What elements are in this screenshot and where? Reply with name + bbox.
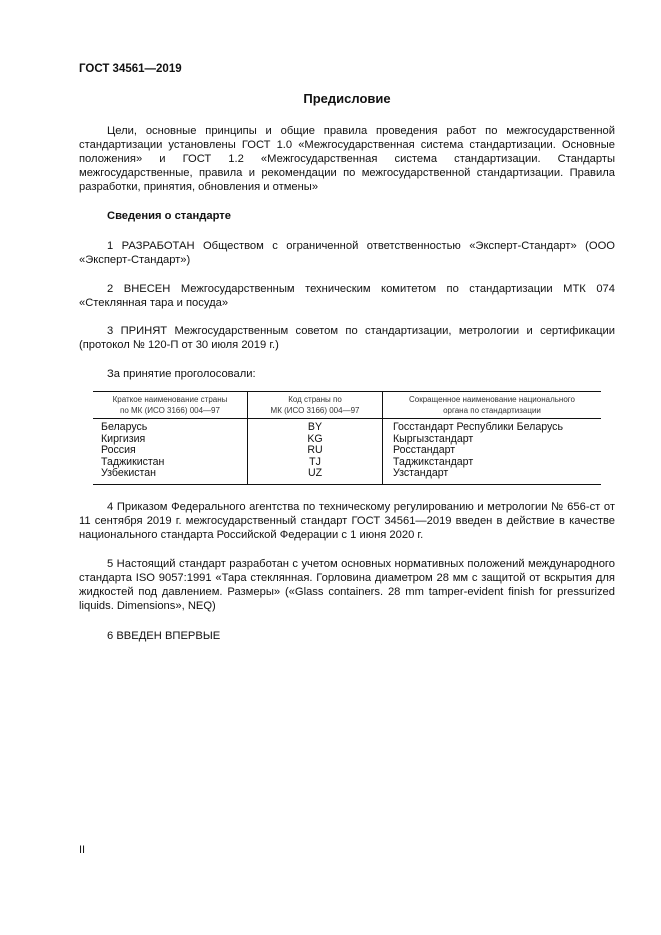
item-4-text: 4 Приказом Федерального агентства по техническому регулированию и метрологии № 656-ст от 11 сентября 2019 г. межгосударственный стандарт ГОСТ 34561—2019 введен в действие в качестве национального стандарта Российской Федерации с 1 июня 2020 г. xyxy=(79,501,615,541)
item-5 xyxy=(79,557,615,613)
document-id-header: ГОСТ 34561—2019 xyxy=(79,63,182,75)
body-cell: Росстандарт xyxy=(383,445,602,457)
table-row xyxy=(93,468,601,484)
country-cell: Таджикистан xyxy=(101,455,165,468)
header-code-line2: МК (ИСО 3166) 004—97 xyxy=(270,406,360,415)
item-3-text: 3 ПРИНЯТ Межгосударственным советом по стандартизации, метрологии и сертификации (протокол № 120-П от 30 июля 2019 г.) xyxy=(79,325,615,351)
item-3 xyxy=(79,324,615,352)
header-body-line1: Сокращенное наименование национального xyxy=(409,395,575,404)
country-cell: Киргизия xyxy=(101,432,146,445)
header-country xyxy=(93,392,248,419)
table-row xyxy=(93,434,601,446)
header-body-line2: органа по стандартизации xyxy=(443,406,541,415)
item-6-text: 6 ВВЕДЕН ВПЕРВЫЕ xyxy=(107,630,221,642)
item-2-text: 2 ВНЕСЕН Межгосударственным техническим комитетом по стандартизации МТК 074 «Стеклянная тара и посуда» xyxy=(79,283,615,309)
voting-table-header xyxy=(93,392,601,419)
table-row xyxy=(93,445,601,457)
item-4 xyxy=(79,500,615,542)
intro-paragraph xyxy=(79,124,615,194)
item-1 xyxy=(79,239,615,267)
item-2 xyxy=(79,282,615,310)
page-number: II xyxy=(79,844,86,856)
body-cell: Госстандарт Республики Беларусь xyxy=(383,419,602,434)
body-cell: Кыргызстандарт xyxy=(383,434,602,446)
code-cell: UZ xyxy=(248,468,383,484)
vote-caption: За принятие проголосовали: xyxy=(107,368,256,380)
header-body xyxy=(383,392,602,419)
code-cell: BY xyxy=(248,419,383,434)
info-heading: Сведения о стандарте xyxy=(107,210,231,222)
body-cell: Таджикстандарт xyxy=(383,457,602,469)
item-1-text: 1 РАЗРАБОТАН Обществом с ограниченной ответственностью «Эксперт-Стандарт» (ООО «Эксперт-Стандарт») xyxy=(79,240,615,266)
code-cell: RU xyxy=(248,445,383,457)
country-cell: Россия xyxy=(101,444,136,456)
body-cell: Узстандарт xyxy=(383,468,602,484)
header-code-line1: Код страны по xyxy=(288,395,342,404)
table-row xyxy=(93,419,601,434)
header-country-line1: Краткое наименование страны xyxy=(112,395,228,404)
country-cell: Узбекистан xyxy=(93,468,248,484)
item-5-text: 5 Настоящий стандарт разработан с учетом основных нормативных положений международного стандарта ISO 9057:1991 «Тара стеклянная. Горловина диаметром 28 мм с защитой от вскрытия для жидкостей под давлением. Размеры» («Glass containers. 28 mm tamper-evident finish for pressurized liquids. Dimensions», NEQ) xyxy=(79,558,615,612)
header-country-line2: по МК (ИСО 3166) 004—97 xyxy=(120,406,220,415)
intro-text: Цели, основные принципы и общие правила проведения работ по межгосударственной стандартизации установлены ГОСТ 1.0 «Межгосударственная система стандартизации. Основные положения» и ГОСТ 1.2 «Межгосударственная система стандартизации. Стандарты межгосударственные, правила и рекомендации по межгосударственной стандартизации. Правила разработки, принятия, обновления и отмены» xyxy=(79,125,615,193)
header-code xyxy=(248,392,383,419)
country-cell: Беларусь xyxy=(101,421,148,433)
code-cell: TJ xyxy=(248,457,383,469)
voting-table xyxy=(93,391,601,485)
table-row xyxy=(93,457,601,469)
code-cell: KG xyxy=(248,434,383,446)
page-title: Предисловие xyxy=(303,91,391,106)
item-6 xyxy=(79,629,615,643)
